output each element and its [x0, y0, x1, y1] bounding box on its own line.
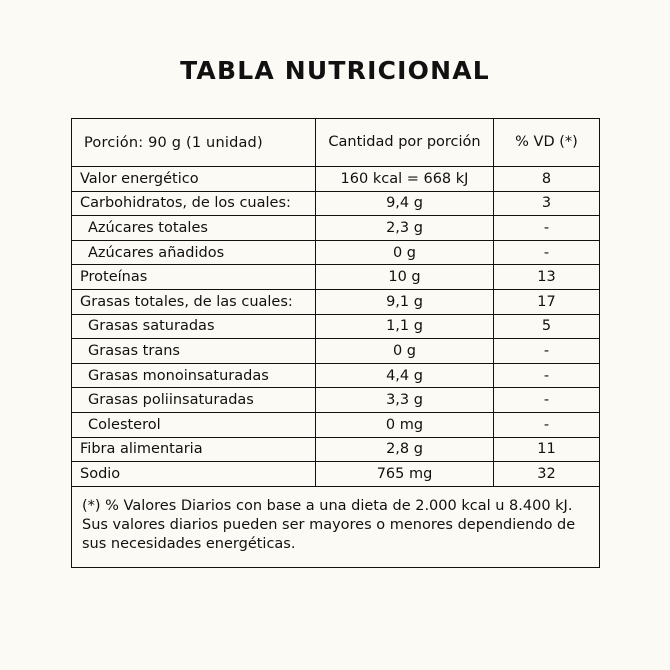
nutrient-name: Grasas trans — [72, 339, 316, 364]
footnote-row — [72, 486, 600, 567]
nutrient-vd: - — [494, 388, 600, 413]
portion-header: Porción: 90 g (1 unidad) — [72, 119, 316, 167]
nutrient-amount: 9,1 g — [316, 289, 494, 314]
nutrient-amount: 2,3 g — [316, 216, 494, 241]
table-row — [72, 167, 600, 192]
table-row — [72, 363, 600, 388]
nutrient-name: Sodio — [72, 462, 316, 487]
nutrient-amount: 3,3 g — [316, 388, 494, 413]
nutrient-name: Valor energético — [72, 167, 316, 192]
nutrition-table — [71, 118, 600, 568]
table-row — [72, 265, 600, 290]
nutrient-amount: 9,4 g — [316, 191, 494, 216]
nutrient-name: Grasas poliinsaturadas — [72, 388, 316, 413]
page-title: TABLA NUTRICIONAL — [180, 56, 490, 85]
nutrient-vd: 8 — [494, 167, 600, 192]
nutrient-vd: - — [494, 339, 600, 364]
nutrient-amount: 765 mg — [316, 462, 494, 487]
nutrient-vd: - — [494, 412, 600, 437]
nutrient-vd: 17 — [494, 289, 600, 314]
nutrient-name: Colesterol — [72, 412, 316, 437]
nutrient-amount: 2,8 g — [316, 437, 494, 462]
nutrient-name: Grasas totales, de las cuales: — [72, 289, 316, 314]
nutrient-vd: - — [494, 240, 600, 265]
nutrient-name: Proteínas — [72, 265, 316, 290]
amount-per-portion-header: Cantidad por porción — [316, 119, 494, 167]
nutrient-vd: 13 — [494, 265, 600, 290]
nutrient-name: Carbohidratos, de los cuales: — [72, 191, 316, 216]
nutrient-name: Azúcares añadidos — [72, 240, 316, 265]
nutrient-name: Grasas saturadas — [72, 314, 316, 339]
nutrient-vd: 11 — [494, 437, 600, 462]
table-row — [72, 240, 600, 265]
nutrient-amount: 4,4 g — [316, 363, 494, 388]
nutrient-amount: 0 g — [316, 240, 494, 265]
table-row — [72, 314, 600, 339]
nutrient-vd: 5 — [494, 314, 600, 339]
nutrient-vd: - — [494, 363, 600, 388]
footnote-text: (*) % Valores Diarios con base a una dieta de 2.000 kcal u 8.400 kJ. Sus valores diarios pueden ser mayores o menores dependiendo de sus necesidades energéticas. — [72, 486, 600, 567]
table-row — [72, 412, 600, 437]
nutrient-name: Grasas monoinsaturadas — [72, 363, 316, 388]
nutrient-vd: 32 — [494, 462, 600, 487]
nutrient-amount: 0 g — [316, 339, 494, 364]
nutrient-amount: 0 mg — [316, 412, 494, 437]
daily-value-header: % VD (*) — [494, 119, 600, 167]
nutrition-table-body — [72, 119, 600, 568]
nutrient-name: Azúcares totales — [72, 216, 316, 241]
table-header-row — [72, 119, 600, 167]
nutrient-vd: - — [494, 216, 600, 241]
nutrient-amount: 160 kcal = 668 kJ — [316, 167, 494, 192]
table-row — [72, 191, 600, 216]
nutrient-vd: 3 — [494, 191, 600, 216]
nutrient-amount: 10 g — [316, 265, 494, 290]
table-row — [72, 437, 600, 462]
nutrition-table-wrapper — [71, 118, 599, 568]
table-row — [72, 462, 600, 487]
table-row — [72, 216, 600, 241]
nutrient-name: Fibra alimentaria — [72, 437, 316, 462]
table-row — [72, 388, 600, 413]
table-row — [72, 339, 600, 364]
nutrient-amount: 1,1 g — [316, 314, 494, 339]
table-row — [72, 289, 600, 314]
